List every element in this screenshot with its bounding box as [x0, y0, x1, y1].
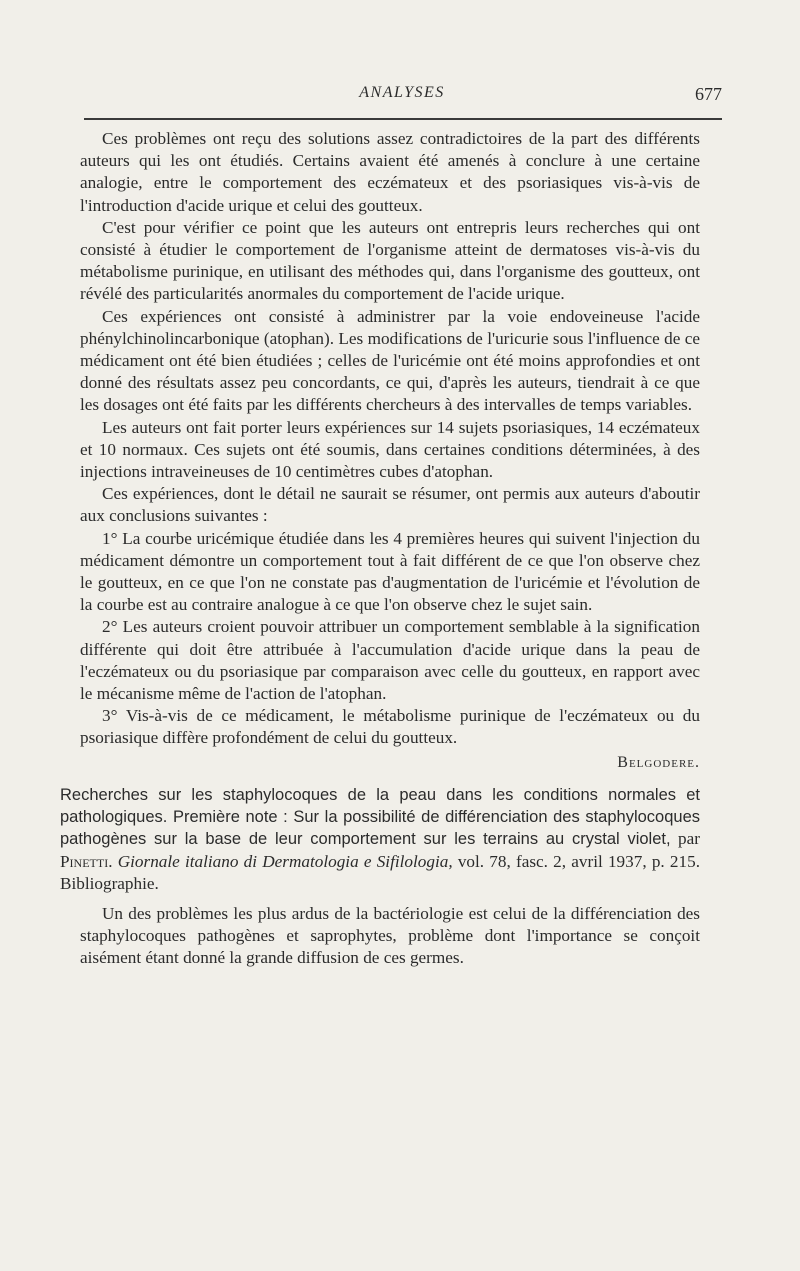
article-first-paragraph: Un des problèmes les plus ardus de la bactériologie est celui de la différenciation des staphylocoques pathogènes et saprophytes, problème dont l'importance se conçoit aisément étant donné la grande diffusion de ces germes.	[80, 903, 700, 968]
article-heading	[60, 784, 700, 895]
paragraph: 1° La courbe uricémique étudiée dans les 4 premières heures qui suivent l'injection du médicament démontre un comportement tout à fait différent de ce que l'on observe chez le goutteux, en ce que l'on ne constate pas d'augmentation de l'uricémie et l'évolution de la courbe est au contraire analogue à ce que l'on observe chez le sujet sain.	[80, 528, 700, 615]
paragraph: Ces expériences ont consisté à administrer par la voie endoveineuse l'acide phénylchinolincarbonique (atophan). Les modifications de l'uricurie sous l'influence de ce médicament ont été bien étudiées ; celles de l'uricémie ont été moins approfondies et ont donné des résultats assez peu concordants, ce qui, d'après les auteurs, tiendrait à ce que les dosages ont été faits par les différents chercheurs à des intervalles de temps variables.	[80, 306, 700, 415]
article-by: par	[670, 829, 700, 849]
article-title: Recherches sur les staphylocoques de la peau dans les conditions normales et pathologiques. Première note : Sur la possibilité de différenciation des staphylocoques pathogènes sur la base de leur comportement sur les terrains au crystal violet,	[60, 785, 700, 849]
article-author: Pinetti.	[60, 851, 113, 871]
paragraph: C'est pour vérifier ce point que les auteurs ont entrepris leurs recherches qui ont consisté à étudier le comportement de l'organisme atteint de dermatoses vis-à-vis du métabolisme purinique, en utilisant des méthodes qui, dans l'organisme des goutteux, ont révélé des particularités anormales du comportement de l'acide urique.	[80, 217, 700, 304]
paragraph: Ces problèmes ont reçu des solutions assez contradictoires de la part des différents auteurs qui les ont étudiés. Certains avaient été amenés à conclure à une certaine analogie, entre le comportement des eczémateux et des psoriasiques vis-à-vis de l'introduction d'acide urique et celui des goutteux.	[80, 129, 700, 215]
body-text	[60, 128, 700, 970]
page-number: 677	[695, 84, 722, 104]
article-citation: vol. 78, fasc. 2, avril 1937, p. 215. Bibliographie.	[60, 851, 700, 893]
page-header	[82, 84, 722, 110]
running-title: ANALYSES	[359, 84, 445, 101]
header-rule	[84, 118, 722, 120]
author-signature: Belgodere.	[617, 753, 700, 771]
paragraph: Ces expériences, dont le détail ne saurait se résumer, ont permis aux auteurs d'aboutir aux conclusions suivantes :	[80, 484, 700, 526]
paragraph: 2° Les auteurs croient pouvoir attribuer un comportement semblable à la signification différente qui doit être attribuée à l'accumulation d'acide urique dans la peau de l'eczémateux ou du psoriasique par comparaison avec celle du goutteux, en rapport avec le mécanisme même de l'action de l'atophan.	[80, 617, 700, 704]
paragraph: Les auteurs ont fait porter leurs expériences sur 14 sujets psoriasiques, 14 eczémateux et 10 normaux. Ces sujets ont été soumis, dans certaines conditions déterminées, à des injections intraveineuses de 10 centimètres cubes d'atophan.	[80, 417, 700, 482]
paragraph: 3° Vis-à-vis de ce médicament, le métabolisme purinique de l'eczémateux ou du psoriasique diffère profondément de celui du goutteux.	[80, 706, 700, 748]
article-journal: Giornale italiano di Dermatologia e Sifilologia,	[117, 851, 453, 871]
